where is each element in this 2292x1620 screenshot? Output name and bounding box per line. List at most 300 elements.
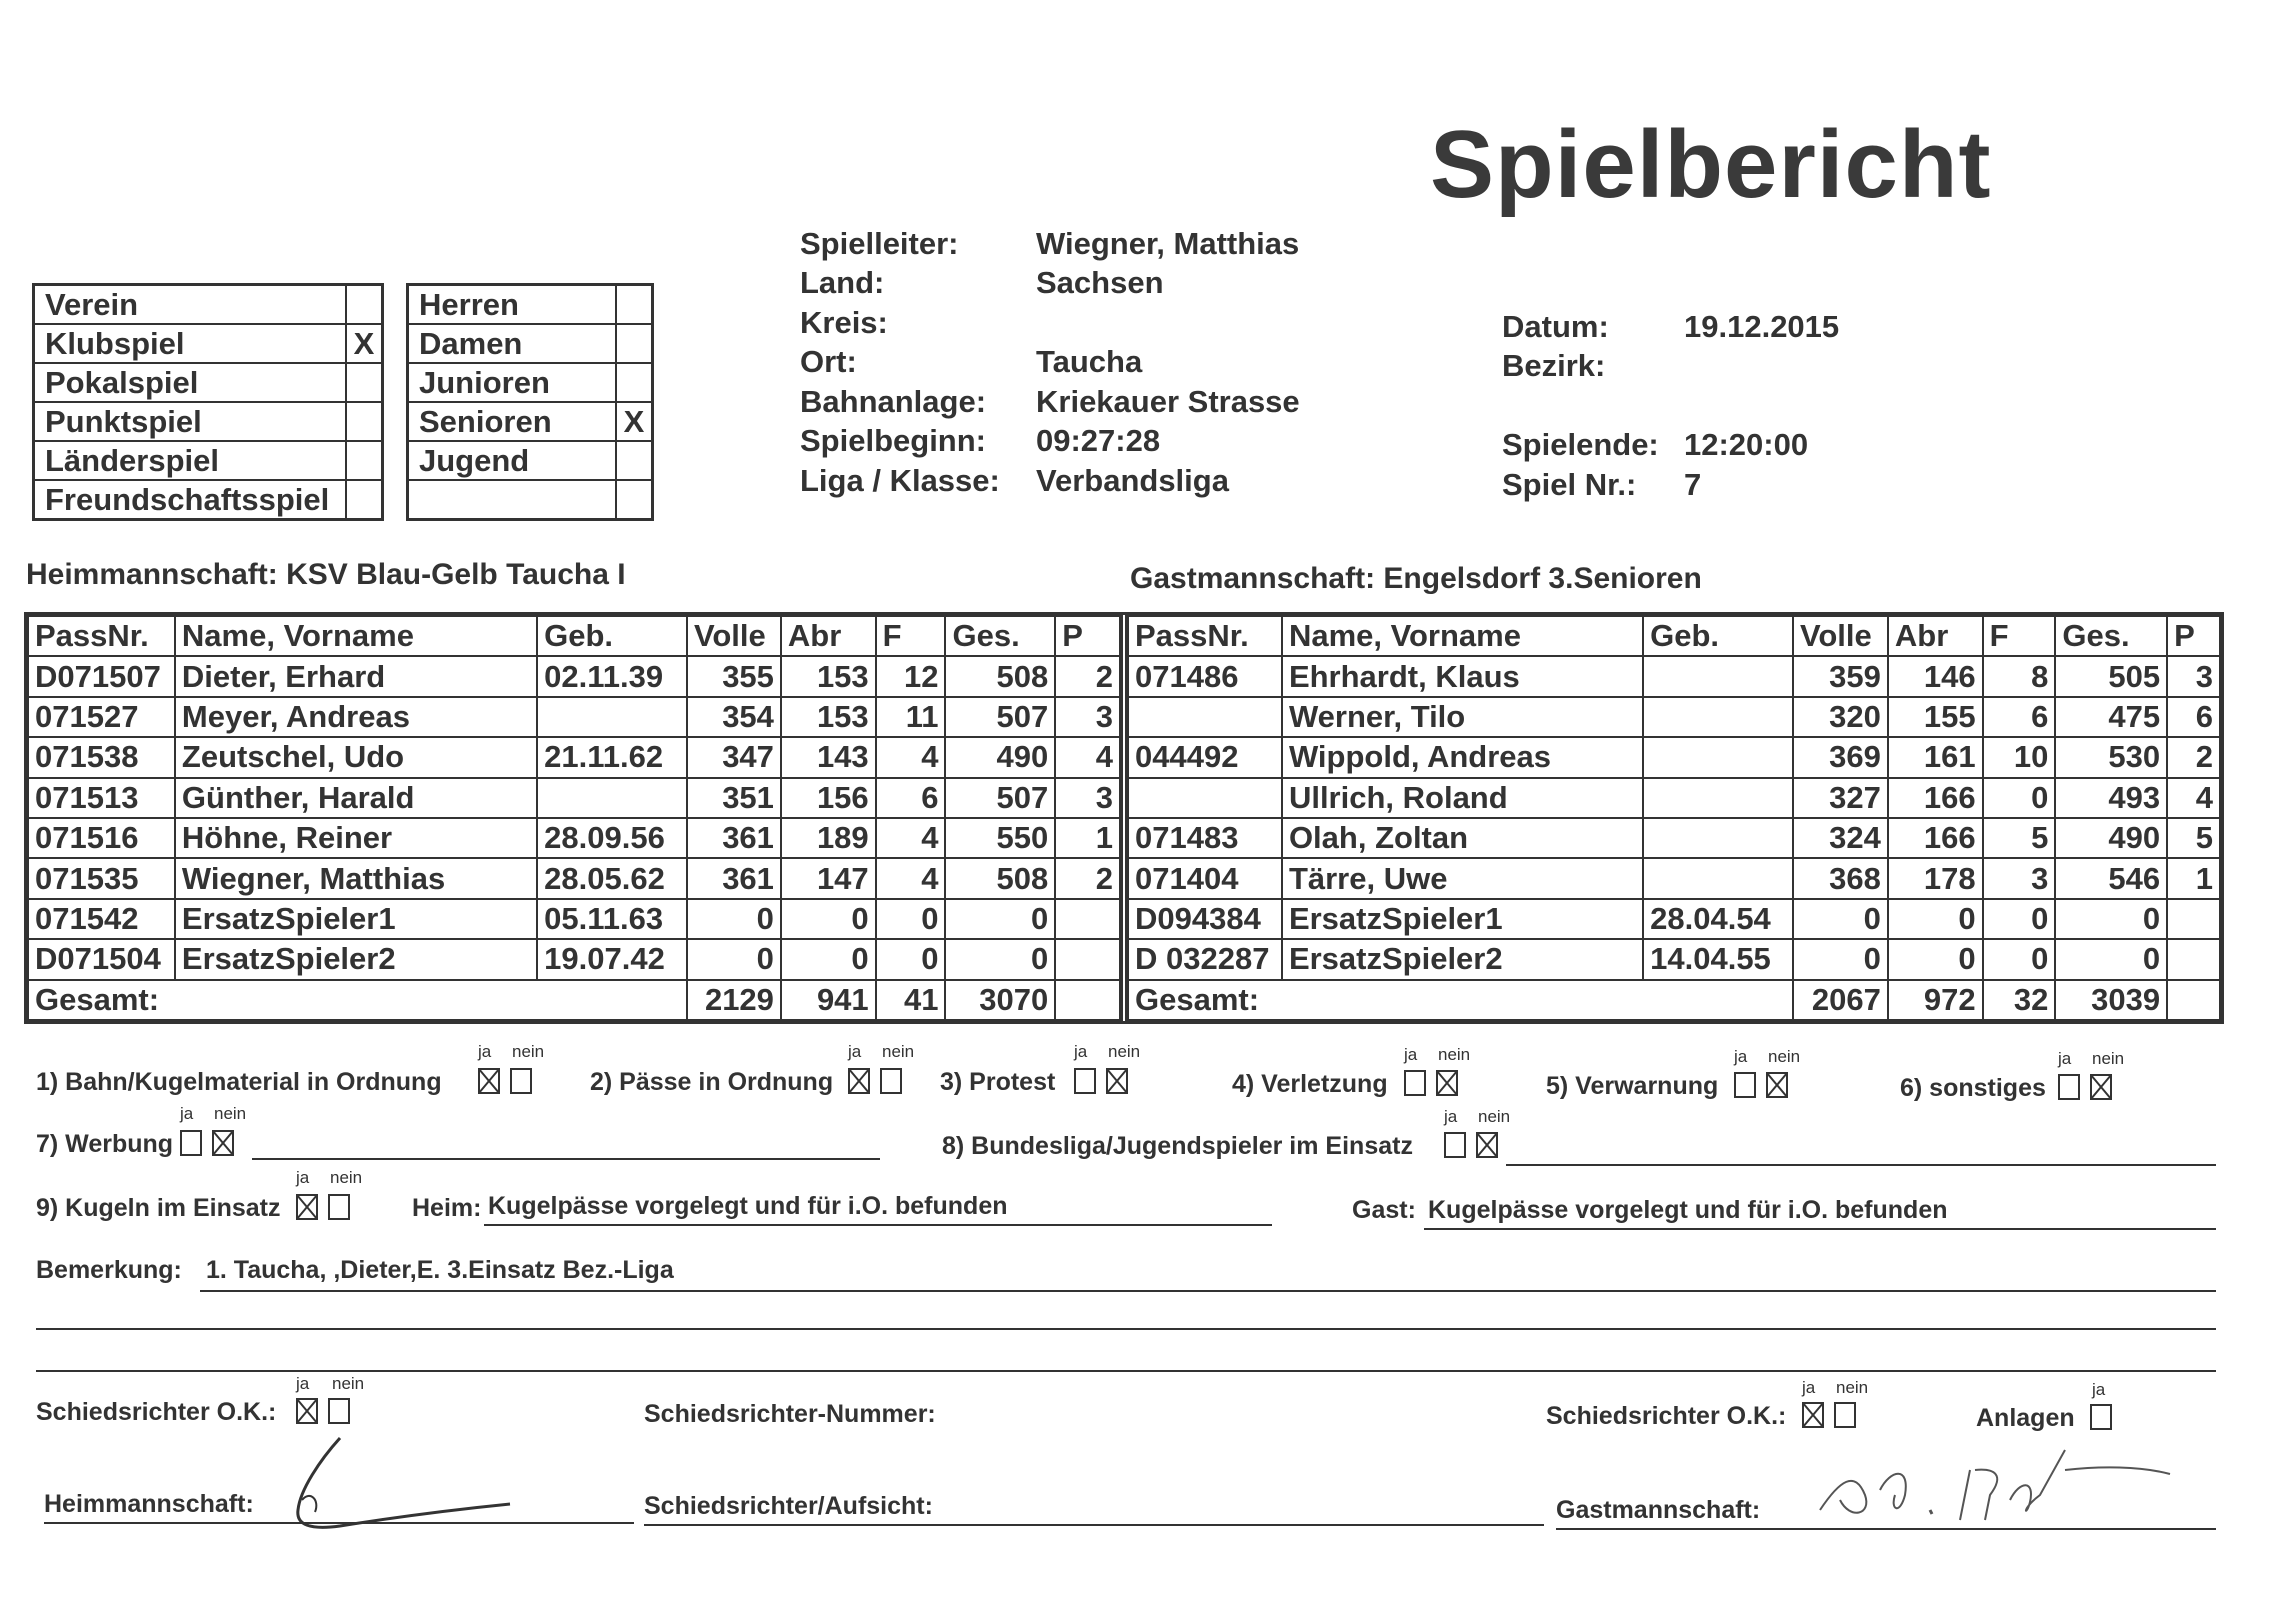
q5-ja-checkbox[interactable]: [1734, 1072, 1756, 1098]
guest-cell: D094384: [1128, 899, 1282, 939]
home-player-row: [28, 778, 1120, 818]
home-cell: 071538: [28, 737, 175, 777]
schiri-home-ja-checkbox[interactable]: [296, 1398, 318, 1424]
guest-cell: 0: [1983, 899, 2056, 939]
schiri-guest-ja-label: ja: [1802, 1378, 1816, 1397]
schiri-nummer-label: Schiedsrichter-Nummer:: [644, 1400, 936, 1428]
q1-nein-checkbox[interactable]: [510, 1068, 532, 1094]
home-cell: 153: [781, 697, 876, 737]
q2-ja-checkbox[interactable]: [848, 1068, 870, 1094]
home-cell: 355: [687, 656, 781, 696]
category-label: Senioren: [408, 402, 617, 441]
guest-cell: 0: [1888, 899, 1983, 939]
schiri-ok-label-home: Schiedsrichter O.K.:: [36, 1398, 277, 1426]
home-header-row: [28, 616, 1120, 656]
guest-team-title: [1130, 562, 1702, 596]
q4-label: 4) Verletzung: [1232, 1070, 1388, 1098]
schiri-home-ja-label: ja: [296, 1374, 310, 1393]
land-label: Land:: [800, 265, 885, 300]
home-cell: 4: [876, 818, 946, 858]
category-row: [408, 285, 653, 325]
home-cell: 0: [945, 899, 1055, 939]
q6-label: 6) sonstiges: [1900, 1074, 2046, 1102]
q4-ja-checkbox[interactable]: [1404, 1070, 1426, 1096]
q4-ja-label: ja: [1404, 1045, 1418, 1064]
q8-nein-checkbox[interactable]: [1476, 1132, 1498, 1158]
liga-label: Liga / Klasse:: [800, 463, 1000, 498]
home-cell: 19.07.42: [537, 939, 687, 979]
aufsicht-line: [644, 1524, 1544, 1526]
guest-player-row: [1128, 939, 2220, 979]
spielbeginn-value: 09:27:28: [1036, 423, 1161, 458]
schiri-guest-ja-checkbox[interactable]: [1802, 1402, 1824, 1428]
q5-nein-checkbox[interactable]: [1766, 1072, 1788, 1098]
guest-team-label: Gastmannschaft:: [1130, 562, 1376, 595]
guest-cell: 1: [2167, 858, 2220, 898]
home-cell: 0: [781, 899, 876, 939]
home-cell: 2: [1055, 656, 1120, 696]
home-cell: ErsatzSpieler1: [175, 899, 537, 939]
guest-cell: [1128, 778, 1282, 818]
home-cell: Günther, Harald: [175, 778, 537, 818]
guest-cell: [2167, 899, 2220, 939]
home-results: [27, 615, 1121, 1021]
q7-nein-label: nein: [214, 1104, 247, 1123]
guest-cell: [1643, 818, 1793, 858]
guest-total-cell: 32: [1983, 980, 2056, 1020]
guest-total-label: Gesamt:: [1128, 980, 1793, 1020]
q7-label: 7) Werbung: [36, 1130, 174, 1158]
home-cell: Zeutschel, Udo: [175, 737, 537, 777]
guest-team-name: Engelsdorf 3.Senioren: [1383, 562, 1702, 595]
home-cell: 4: [1055, 737, 1120, 777]
q7-ja-checkbox[interactable]: [180, 1130, 202, 1156]
q1-ja-label: ja: [478, 1042, 492, 1061]
home-signature-image: [280, 1430, 540, 1550]
home-cell: 071527: [28, 697, 175, 737]
home-cell: Dieter, Erhard: [175, 656, 537, 696]
guest-cell: [1643, 778, 1793, 818]
anlagen-label: Anlagen: [1976, 1404, 2075, 1432]
home-player-row: [28, 697, 1120, 737]
home-cell: 071516: [28, 818, 175, 858]
guest-cell: 071483: [1128, 818, 1282, 858]
guest-cell: 166: [1888, 818, 1983, 858]
category-row: [408, 441, 653, 480]
q9-ja-checkbox[interactable]: [296, 1194, 318, 1220]
gast-line: [1424, 1228, 2216, 1230]
home-cell: 071513: [28, 778, 175, 818]
home-cell: 21.11.62: [537, 737, 687, 777]
home-cell: D071507: [28, 656, 175, 696]
home-cell: 508: [945, 656, 1055, 696]
guest-cell: Tärre, Uwe: [1282, 858, 1643, 898]
gast-label: Gast:: [1352, 1196, 1416, 1224]
game-type-row: [34, 324, 383, 363]
guest-header-cell: Geb.: [1643, 616, 1793, 656]
home-total-cell: 941: [781, 980, 876, 1020]
q2-ja-label: ja: [848, 1042, 862, 1061]
ort-label: Ort:: [800, 344, 857, 379]
guest-cell: 368: [1793, 858, 1888, 898]
home-cell: 02.11.39: [537, 656, 687, 696]
home-total-cell: 41: [876, 980, 946, 1020]
guest-header-cell: P: [2167, 616, 2220, 656]
kreis-label: Kreis:: [800, 305, 888, 340]
home-cell: 361: [687, 858, 781, 898]
guest-signature-image: [1810, 1440, 2180, 1530]
category-mark[interactable]: [616, 441, 653, 480]
q9-ja-label: ja: [296, 1168, 310, 1187]
guest-cell: 359: [1793, 656, 1888, 696]
home-header-cell: Ges.: [945, 616, 1055, 656]
q3-ja-checkbox[interactable]: [1074, 1068, 1096, 1094]
home-cell: 4: [876, 858, 946, 898]
q8-label: 8) Bundesliga/Jugendspieler im Einsatz: [942, 1132, 1413, 1160]
bahnanlage-value: Kriekauer Strasse: [1036, 384, 1300, 419]
home-player-row: [28, 939, 1120, 979]
home-header-cell: Geb.: [537, 616, 687, 656]
game-type-label: Verein: [34, 285, 347, 325]
spielende-label: Spielende:: [1502, 427, 1659, 462]
category-label: Damen: [408, 324, 617, 363]
q3-label: 3) Protest: [940, 1068, 1056, 1096]
guest-header-row: [1128, 616, 2220, 656]
guest-player-row: [1128, 899, 2220, 939]
home-cell: ErsatzSpieler2: [175, 939, 537, 979]
game-type-label: Pokalspiel: [34, 363, 347, 402]
guest-header-cell: PassNr.: [1128, 616, 1282, 656]
home-total-row: [28, 980, 1120, 1020]
guest-header-cell: F: [1983, 616, 2056, 656]
q7-ja-label: ja: [180, 1104, 194, 1123]
guest-cell: 5: [1983, 818, 2056, 858]
guest-player-row: [1128, 858, 2220, 898]
land-value: Sachsen: [1036, 265, 1164, 300]
q2-nein-checkbox[interactable]: [880, 1068, 902, 1094]
guest-cell: 146: [1888, 656, 1983, 696]
guest-cell: [2167, 939, 2220, 979]
q3-ja-label: ja: [1074, 1042, 1088, 1061]
guest-cell: 490: [2055, 818, 2167, 858]
q5-nein-label: nein: [1768, 1047, 1801, 1066]
home-cell: [537, 778, 687, 818]
category-row: [408, 480, 653, 520]
q9-nein-checkbox[interactable]: [328, 1194, 350, 1220]
q7-line: [252, 1158, 880, 1160]
home-player-row: [28, 737, 1120, 777]
home-cell: Höhne, Reiner: [175, 818, 537, 858]
home-cell: 0: [876, 939, 946, 979]
gastmannschaft-label: Gastmannschaft:: [1556, 1496, 1761, 1524]
home-cell: 147: [781, 858, 876, 898]
game-type-mark[interactable]: [346, 441, 383, 480]
home-cell: 071542: [28, 899, 175, 939]
game-type-mark[interactable]: X: [346, 324, 383, 363]
home-cell: 507: [945, 697, 1055, 737]
q1-ja-checkbox[interactable]: [478, 1068, 500, 1094]
game-type-mark[interactable]: [346, 285, 383, 325]
guest-cell: Ehrhardt, Klaus: [1282, 656, 1643, 696]
home-cell: 550: [945, 818, 1055, 858]
q7-nein-checkbox[interactable]: [212, 1130, 234, 1156]
guest-cell: Ullrich, Roland: [1282, 778, 1643, 818]
guest-cell: 0: [1793, 939, 1888, 979]
spielende-value: 12:20:00: [1684, 427, 1809, 462]
guest-cell: 5: [2167, 818, 2220, 858]
home-cell: 354: [687, 697, 781, 737]
schiri-ok-label-guest: Schiedsrichter O.K.:: [1546, 1402, 1787, 1430]
guest-player-row: [1128, 778, 2220, 818]
spielnr-value: 7: [1684, 467, 1702, 502]
guest-player-row: [1128, 818, 2220, 858]
q5-ja-label: ja: [1734, 1047, 1748, 1066]
home-cell: 189: [781, 818, 876, 858]
q4-nein-label: nein: [1438, 1045, 1471, 1064]
q6-nein-label: nein: [2092, 1049, 2125, 1068]
game-type-row: [34, 441, 383, 480]
guest-cell: 14.04.55: [1643, 939, 1793, 979]
guest-cell: 044492: [1128, 737, 1282, 777]
home-cell: 1: [1055, 818, 1120, 858]
guest-cell: 0: [2055, 899, 2167, 939]
guest-header-cell: Abr: [1888, 616, 1983, 656]
home-cell: 0: [876, 899, 946, 939]
home-cell: 0: [687, 899, 781, 939]
game-type-row: [34, 285, 383, 325]
q2-nein-label: nein: [882, 1042, 915, 1061]
home-header-cell: F: [876, 616, 946, 656]
home-cell: 153: [781, 656, 876, 696]
guest-cell: 0: [2055, 939, 2167, 979]
home-cell: 28.05.62: [537, 858, 687, 898]
home-cell: Wiegner, Matthias: [175, 858, 537, 898]
home-cell: [1055, 899, 1120, 939]
guest-cell: 324: [1793, 818, 1888, 858]
category-label: Jugend: [408, 441, 617, 480]
schiri-home-nein-checkbox[interactable]: [328, 1398, 350, 1424]
guest-cell: 0: [1983, 778, 2056, 818]
guest-cell: 4: [2167, 778, 2220, 818]
game-type-label: Punktspiel: [34, 402, 347, 441]
category-label: Junioren: [408, 363, 617, 402]
datum-value: 19.12.2015: [1684, 309, 1840, 344]
guest-cell: 6: [2167, 697, 2220, 737]
home-cell: D071504: [28, 939, 175, 979]
home-cell: 2: [1055, 858, 1120, 898]
home-team-label: Heimmannschaft:: [26, 558, 278, 591]
guest-player-row: [1128, 737, 2220, 777]
home-cell: 28.09.56: [537, 818, 687, 858]
game-type-mark[interactable]: [346, 480, 383, 520]
home-cell: 347: [687, 737, 781, 777]
anlagen-checkbox[interactable]: [2090, 1404, 2112, 1430]
guest-cell: 505: [2055, 656, 2167, 696]
guest-cell: 178: [1888, 858, 1983, 898]
bemerkung-label: Bemerkung:: [36, 1256, 182, 1284]
category-box: [406, 283, 654, 521]
liga-value: Verbandsliga: [1036, 463, 1229, 498]
q8-ja-label: ja: [1444, 1107, 1458, 1126]
home-player-row: [28, 858, 1120, 898]
guest-cell: 10: [1983, 737, 2056, 777]
home-total-cell: [1055, 980, 1120, 1020]
home-cell: 05.11.63: [537, 899, 687, 939]
home-cell: 071535: [28, 858, 175, 898]
q3-nein-checkbox[interactable]: [1106, 1068, 1128, 1094]
home-cell: 361: [687, 818, 781, 858]
guest-cell: Olah, Zoltan: [1282, 818, 1643, 858]
guest-cell: [1643, 737, 1793, 777]
category-mark[interactable]: [616, 363, 653, 402]
home-total-cell: 3070: [945, 980, 1055, 1020]
category-mark[interactable]: [616, 480, 653, 520]
q6-ja-checkbox[interactable]: [2058, 1074, 2080, 1100]
aufsicht-label: Schiedsrichter/Aufsicht:: [644, 1492, 933, 1520]
home-cell: 4: [876, 737, 946, 777]
guest-cell: [1643, 697, 1793, 737]
category-row: [408, 402, 653, 441]
game-type-row: [34, 402, 383, 441]
home-cell: 507: [945, 778, 1055, 818]
category-label: [408, 480, 617, 520]
home-cell: 490: [945, 737, 1055, 777]
guest-cell: D 032287: [1128, 939, 1282, 979]
bemerkung-text: 1. Taucha, ,Dieter,E. 3.Einsatz Bez.-Liga: [206, 1256, 674, 1284]
home-cell: 351: [687, 778, 781, 818]
ort-value: Taucha: [1036, 344, 1143, 379]
guest-cell: [1643, 858, 1793, 898]
anlagen-ja-label: ja: [2092, 1380, 2106, 1399]
home-cell: 0: [687, 939, 781, 979]
game-type-row: [34, 363, 383, 402]
spielnr-label: Spiel Nr.:: [1502, 467, 1637, 502]
guest-cell: 071404: [1128, 858, 1282, 898]
home-cell: 3: [1055, 697, 1120, 737]
category-row: [408, 324, 653, 363]
category-mark[interactable]: X: [616, 402, 653, 441]
guest-cell: 071486: [1128, 656, 1282, 696]
guest-results: [1127, 615, 2221, 1021]
q8-ja-checkbox[interactable]: [1444, 1132, 1466, 1158]
home-cell: 0: [781, 939, 876, 979]
category-mark[interactable]: [616, 285, 653, 325]
home-team-title: [26, 558, 626, 592]
guest-cell: 3: [2167, 656, 2220, 696]
heim-line: [484, 1224, 1272, 1226]
home-cell: [537, 697, 687, 737]
results-table: [24, 612, 2224, 1024]
guest-cell: Werner, Tilo: [1282, 697, 1643, 737]
game-type-label: Freundschaftsspiel: [34, 480, 347, 520]
schiri-guest-nein-checkbox[interactable]: [1834, 1402, 1856, 1428]
bahnanlage-label: Bahnanlage:: [800, 384, 987, 419]
q6-ja-label: ja: [2058, 1049, 2072, 1068]
home-header-cell: Abr: [781, 616, 876, 656]
game-type-label: Länderspiel: [34, 441, 347, 480]
guest-cell: 2: [2167, 737, 2220, 777]
guest-cell: 8: [1983, 656, 2056, 696]
guest-cell: ErsatzSpieler1: [1282, 899, 1643, 939]
guest-total-cell: 3039: [2055, 980, 2167, 1020]
home-team-name: KSV Blau-Gelb Taucha I: [286, 558, 626, 591]
guest-cell: 166: [1888, 778, 1983, 818]
game-type-mark[interactable]: [346, 402, 383, 441]
guest-player-row: [1128, 697, 2220, 737]
game-type-mark[interactable]: [346, 363, 383, 402]
q5-label: 5) Verwarnung: [1546, 1072, 1719, 1100]
gast-text: Kugelpässe vorgelegt und für i.O. befunden: [1428, 1196, 1948, 1224]
q9-nein-label: nein: [330, 1168, 363, 1187]
bemerkung-line-3: [36, 1370, 2216, 1372]
guest-cell: 493: [2055, 778, 2167, 818]
guest-header-cell: Ges.: [2055, 616, 2167, 656]
guest-cell: 3: [1983, 858, 2056, 898]
q6-nein-checkbox[interactable]: [2090, 1074, 2112, 1100]
guest-cell: 161: [1888, 737, 1983, 777]
q4-nein-checkbox[interactable]: [1436, 1070, 1458, 1096]
heimmannschaft-label: Heimmannschaft:: [44, 1490, 254, 1518]
guest-cell: 475: [2055, 697, 2167, 737]
home-cell: 11: [876, 697, 946, 737]
guest-total-cell: [2167, 980, 2220, 1020]
q8-line: [1506, 1164, 2216, 1166]
guest-cell: Wippold, Andreas: [1282, 737, 1643, 777]
q1-label: 1) Bahn/Kugelmaterial in Ordnung: [36, 1068, 442, 1096]
home-cell: 143: [781, 737, 876, 777]
schiri-home-nein-label: nein: [332, 1374, 365, 1393]
category-mark[interactable]: [616, 324, 653, 363]
guest-cell: 28.04.54: [1643, 899, 1793, 939]
spielbeginn-label: Spielbeginn:: [800, 423, 986, 458]
guest-player-row: [1128, 656, 2220, 696]
guest-cell: 546: [2055, 858, 2167, 898]
bemerkung-line-1: [200, 1290, 2216, 1292]
q9-label: 9) Kugeln im Einsatz: [36, 1194, 281, 1222]
guest-total-cell: 972: [1888, 980, 1983, 1020]
heim-label: Heim:: [412, 1194, 482, 1222]
q8-nein-label: nein: [1478, 1107, 1511, 1126]
guest-cell: 369: [1793, 737, 1888, 777]
guest-total-cell: 2067: [1793, 980, 1888, 1020]
home-player-row: [28, 818, 1120, 858]
home-header-cell: P: [1055, 616, 1120, 656]
home-header-cell: PassNr.: [28, 616, 175, 656]
q1-nein-label: nein: [512, 1042, 545, 1061]
guest-cell: 0: [1983, 939, 2056, 979]
schiri-guest-nein-label: nein: [1836, 1378, 1869, 1397]
home-cell: [1055, 939, 1120, 979]
guest-cell: 320: [1793, 697, 1888, 737]
home-cell: 6: [876, 778, 946, 818]
guest-total-row: [1128, 980, 2220, 1020]
guest-cell: 0: [1793, 899, 1888, 939]
home-cell: 0: [945, 939, 1055, 979]
guest-cell: [1643, 656, 1793, 696]
guest-cell: 155: [1888, 697, 1983, 737]
home-total-label: Gesamt:: [28, 980, 687, 1020]
game-type-box: [32, 283, 384, 521]
spielleiter-label: Spielleiter:: [800, 226, 959, 261]
guest-cell: [1128, 697, 1282, 737]
home-cell: 12: [876, 656, 946, 696]
heim-text: Kugelpässe vorgelegt und für i.O. befunden: [488, 1192, 1008, 1220]
home-cell: 156: [781, 778, 876, 818]
guest-cell: 530: [2055, 737, 2167, 777]
datum-label: Datum:: [1502, 309, 1609, 344]
category-row: [408, 363, 653, 402]
guest-header-cell: Volle: [1793, 616, 1888, 656]
